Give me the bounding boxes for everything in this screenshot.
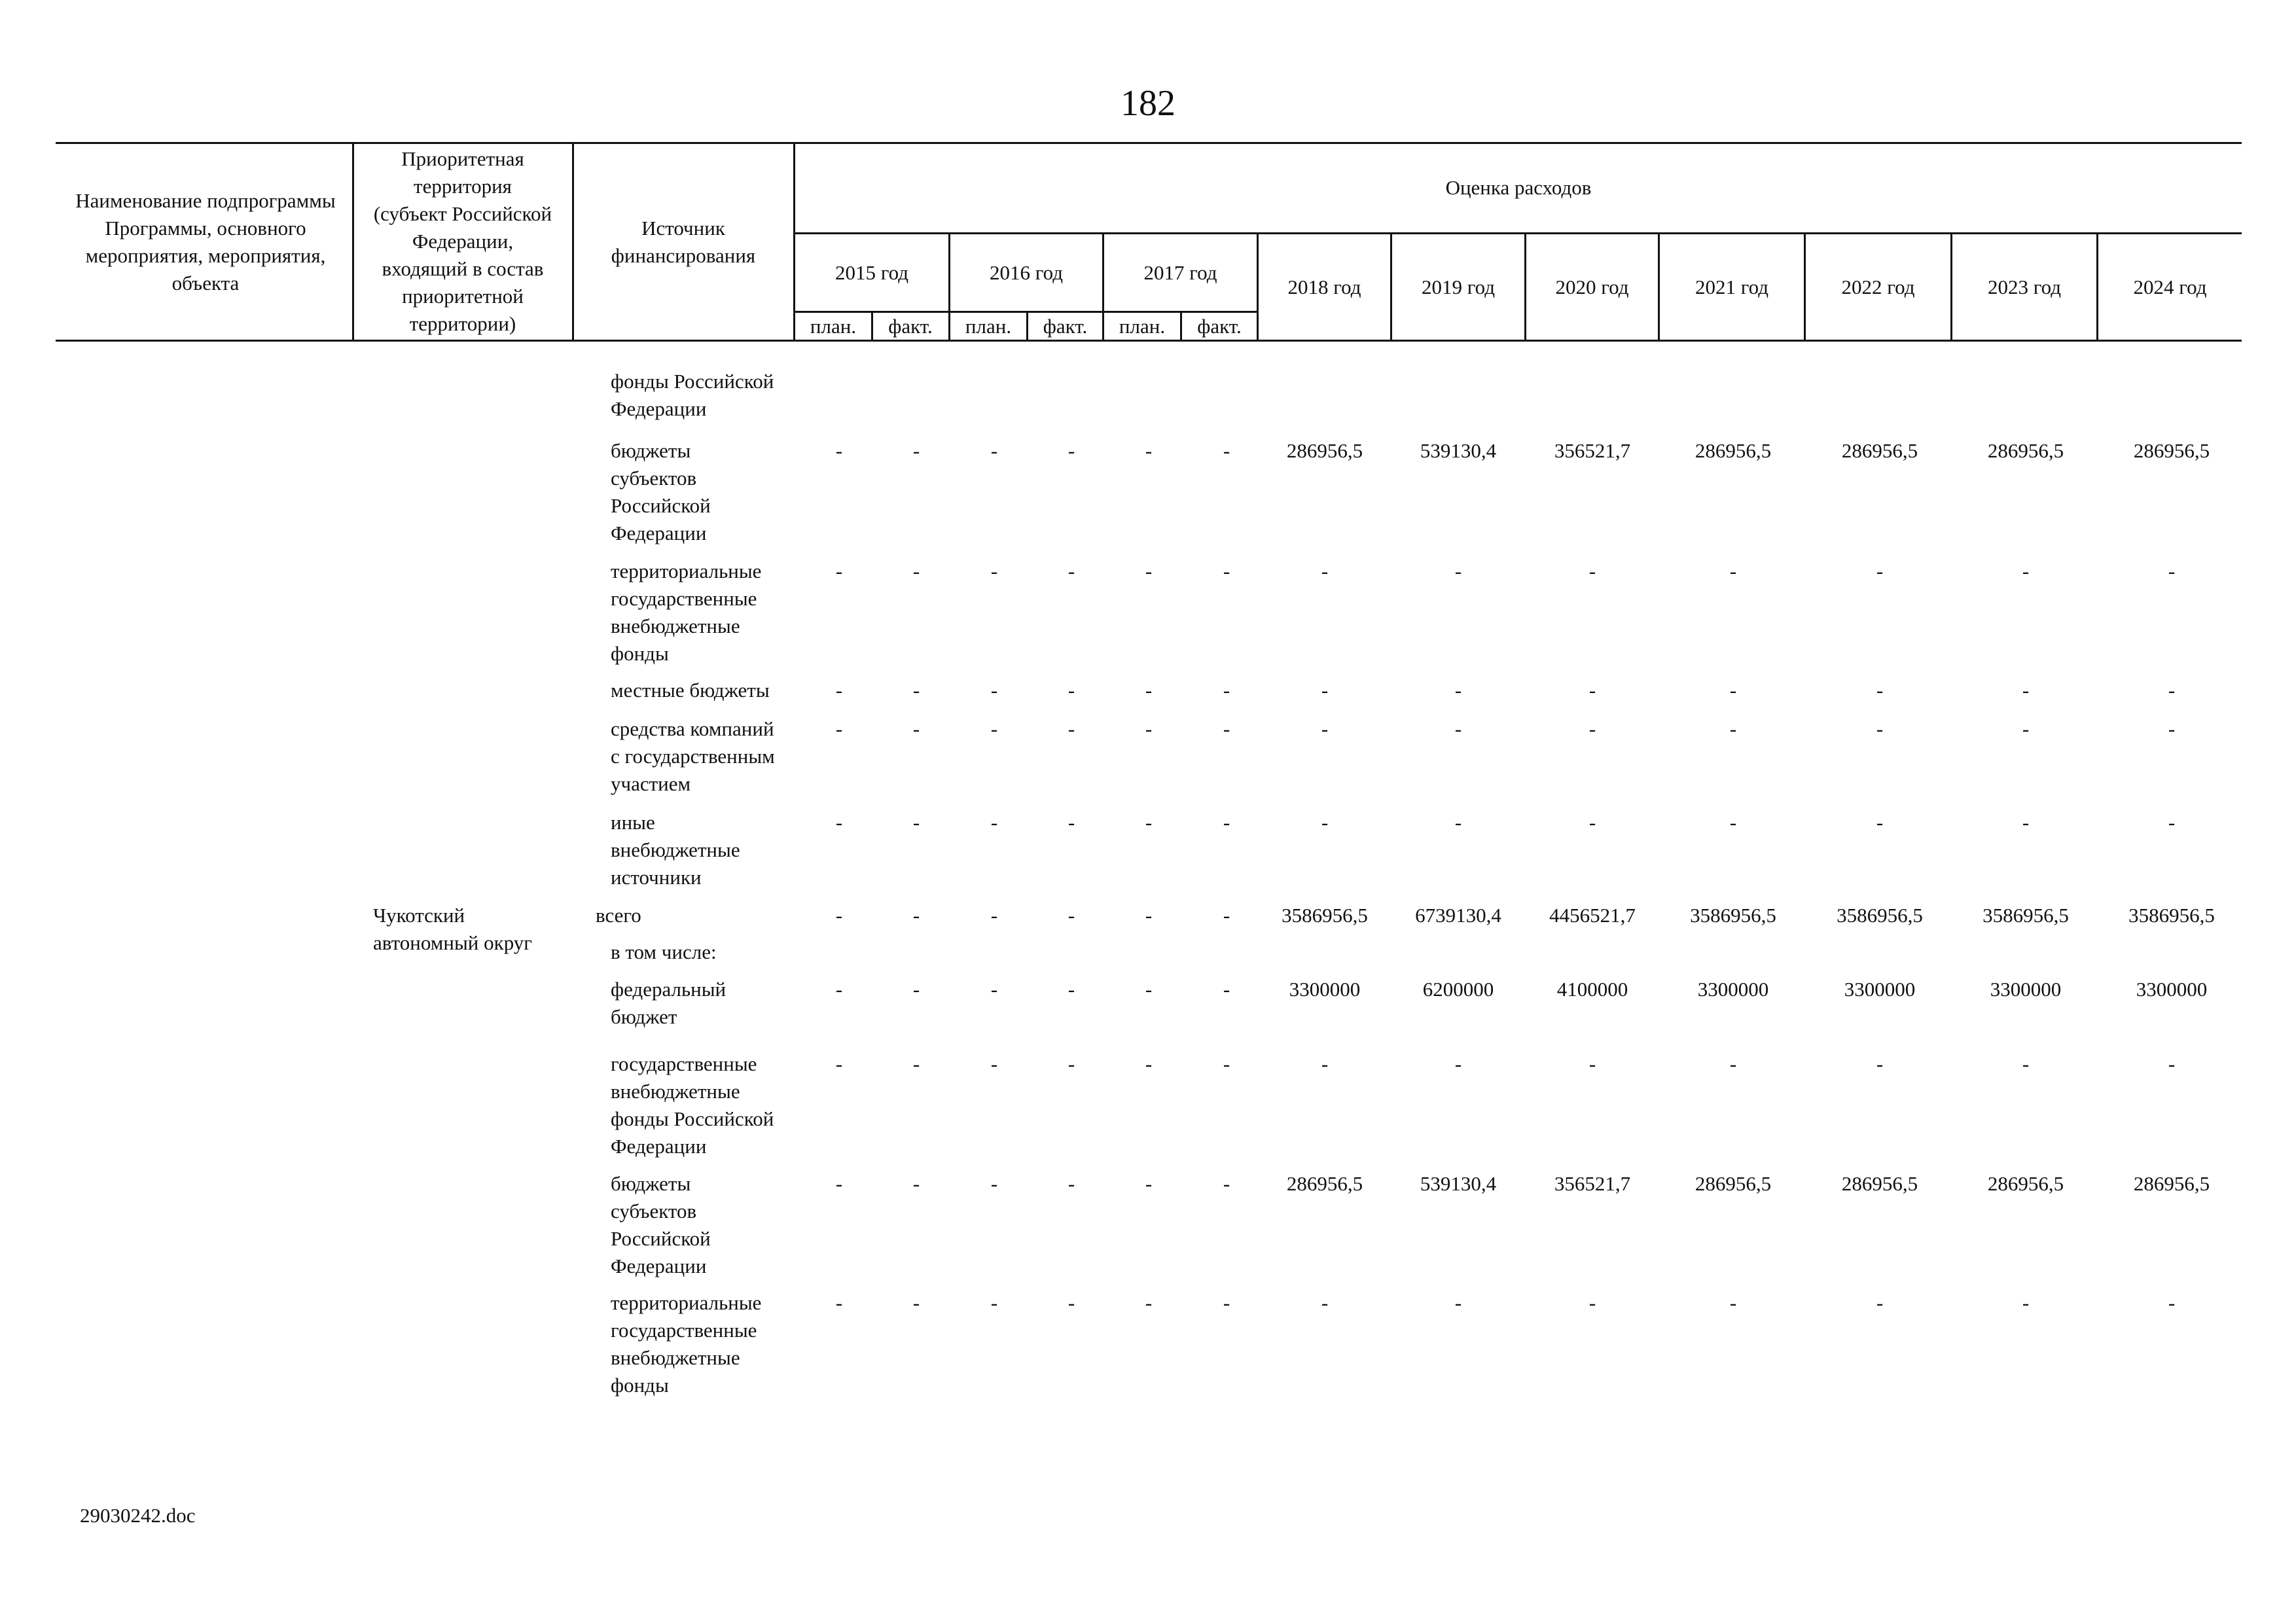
- cell-value-2020: -: [1588, 560, 1596, 582]
- header-plan-2016: план.: [965, 315, 1012, 338]
- cell-planfact-5: -: [1223, 1291, 1230, 1314]
- row-source-line: Федерации: [611, 1135, 707, 1158]
- cell-value-2024: -: [2168, 560, 2176, 582]
- row-source-line: источники: [611, 866, 702, 889]
- header-plan-2015: план.: [810, 315, 857, 338]
- cell-planfact-1: -: [912, 439, 920, 462]
- cell-value-2020: -: [1588, 1052, 1596, 1075]
- row-source-line: бюджеты: [611, 1172, 691, 1195]
- header-year-2021: 2021 год: [1695, 276, 1769, 298]
- row-source: [611, 437, 807, 547]
- row-source-line: внебюджетные: [611, 838, 740, 861]
- cell-planfact-1: -: [912, 717, 920, 740]
- row-source-line: Федерации: [611, 397, 707, 420]
- cell-planfact-0: -: [835, 1172, 843, 1195]
- cell-planfact-2: -: [990, 811, 998, 834]
- cell-planfact-2: -: [990, 560, 998, 582]
- row-source-line: местные бюджеты: [611, 679, 770, 702]
- row-source: [611, 809, 807, 891]
- cell-planfact-5: -: [1223, 679, 1230, 702]
- cell-planfact-2: -: [990, 1052, 998, 1075]
- row-source-line: бюджеты: [611, 439, 691, 462]
- cell-value-2019: 6200000: [1422, 978, 1494, 1001]
- cell-planfact-5: -: [1223, 904, 1230, 927]
- cell-value-2019: -: [1454, 560, 1462, 582]
- row-source-line: внебюджетные: [611, 615, 740, 637]
- cell-value-2021: -: [1729, 679, 1737, 702]
- cell-planfact-4: -: [1145, 717, 1153, 740]
- cell-value-2019: -: [1454, 679, 1462, 702]
- cell-value-2018: -: [1321, 1291, 1329, 1314]
- cell-value-2021: -: [1729, 1291, 1737, 1314]
- cell-value-2021: 3300000: [1697, 978, 1769, 1001]
- row-source-line: внебюджетные: [611, 1346, 740, 1369]
- header-year-2016: 2016 год: [989, 261, 1064, 284]
- cell-value-2020: 4456521,7: [1549, 904, 1636, 927]
- cell-value-2023: 286956,5: [1987, 1172, 2064, 1195]
- header-fact-2017: факт.: [1197, 315, 1242, 338]
- cell-planfact-2: -: [990, 679, 998, 702]
- row-source: [611, 558, 807, 668]
- cell-value-2024: -: [2168, 717, 2176, 740]
- cell-planfact-3: -: [1067, 1172, 1075, 1195]
- row-source: [611, 1170, 807, 1280]
- cell-value-2024: -: [2168, 1291, 2176, 1314]
- cell-value-2023: -: [2022, 717, 2030, 740]
- cell-value-2022: -: [1876, 560, 1884, 582]
- cell-value-2020: 4100000: [1556, 978, 1628, 1001]
- territory-line: Чукотский: [373, 904, 465, 927]
- cell-planfact-5: -: [1223, 439, 1230, 462]
- cell-value-2019: -: [1454, 811, 1462, 834]
- row-source-line: Федерации: [611, 1255, 707, 1277]
- cell-planfact-0: -: [835, 811, 843, 834]
- cell-value-2020: 356521,7: [1554, 439, 1631, 462]
- cell-value-2023: 3586956,5: [1982, 904, 2069, 927]
- row-source: [596, 902, 792, 929]
- cell-planfact-4: -: [1145, 560, 1153, 582]
- header-year-2023: 2023 год: [1987, 276, 2062, 298]
- cell-planfact-4: -: [1145, 1291, 1153, 1314]
- cell-value-2020: -: [1588, 1291, 1596, 1314]
- header-year-2019: 2019 год: [1421, 276, 1496, 298]
- row-source-line: всего: [596, 904, 641, 927]
- cell-value-2023: 286956,5: [1987, 439, 2064, 462]
- cell-value-2019: -: [1454, 1291, 1462, 1314]
- header-col-source: Источник финансирования: [611, 217, 756, 267]
- cell-value-2022: -: [1876, 1291, 1884, 1314]
- cell-value-2018: 286956,5: [1286, 1172, 1363, 1195]
- cell-value-2021: -: [1729, 811, 1737, 834]
- row-source-line: фонды: [611, 642, 669, 665]
- cell-value-2023: -: [2022, 811, 2030, 834]
- cell-value-2022: -: [1876, 679, 1884, 702]
- cell-value-2019: -: [1454, 717, 1462, 740]
- cell-planfact-0: -: [835, 679, 843, 702]
- row-source-line: территориальные: [611, 1291, 762, 1314]
- cell-value-2019: -: [1454, 1052, 1462, 1075]
- cell-value-2018: -: [1321, 679, 1329, 702]
- document-footer: 29030242.doc: [80, 1504, 196, 1527]
- row-source: [611, 715, 807, 798]
- cell-value-2022: 3586956,5: [1837, 904, 1923, 927]
- cell-value-2018: -: [1321, 811, 1329, 834]
- row-source-line: фонды Российской: [611, 1107, 774, 1130]
- row-source-line: Российской: [611, 494, 711, 517]
- cell-planfact-1: -: [912, 679, 920, 702]
- cell-planfact-4: -: [1145, 978, 1153, 1001]
- row-source-line: государственные: [611, 1052, 757, 1075]
- cell-value-2023: -: [2022, 679, 2030, 702]
- cell-planfact-0: -: [835, 717, 843, 740]
- cell-value-2023: 3300000: [1990, 978, 2062, 1001]
- cell-planfact-0: -: [835, 560, 843, 582]
- cell-value-2020: 356521,7: [1554, 1172, 1631, 1195]
- cell-planfact-4: -: [1145, 1052, 1153, 1075]
- cell-planfact-5: -: [1223, 1052, 1230, 1075]
- cell-planfact-0: -: [835, 1291, 843, 1314]
- row-source-line: государственные: [611, 1319, 757, 1342]
- header-year-2024: 2024 год: [2133, 276, 2207, 298]
- cell-value-2024: 3300000: [2136, 978, 2208, 1001]
- row-source: [611, 677, 807, 704]
- row-source-line: фонды: [611, 1374, 669, 1397]
- cell-value-2018: 3300000: [1289, 978, 1361, 1001]
- cell-value-2021: 286956,5: [1695, 439, 1772, 462]
- cell-planfact-0: -: [835, 904, 843, 927]
- cell-value-2021: 3586956,5: [1690, 904, 1776, 927]
- cell-value-2020: -: [1588, 811, 1596, 834]
- cell-planfact-3: -: [1067, 1052, 1075, 1075]
- cell-value-2020: -: [1588, 717, 1596, 740]
- row-source-line: Российской: [611, 1227, 711, 1250]
- header-fact-2016: факт.: [1043, 315, 1088, 338]
- cell-planfact-0: -: [835, 439, 843, 462]
- header-year-2015: 2015 год: [834, 261, 909, 284]
- row-source-line: субъектов: [611, 1200, 697, 1222]
- cell-value-2024: -: [2168, 679, 2176, 702]
- header-col-territory: Приоритетная территория (субъект Российской Федерации, входящий в состав приоритетной территории): [373, 147, 552, 335]
- cell-value-2021: 286956,5: [1695, 1172, 1772, 1195]
- cell-value-2022: -: [1876, 717, 1884, 740]
- cell-value-2024: 286956,5: [2133, 1172, 2210, 1195]
- cell-planfact-3: -: [1067, 1291, 1075, 1314]
- cell-planfact-3: -: [1067, 439, 1075, 462]
- row-source: [611, 1289, 807, 1399]
- cell-planfact-4: -: [1145, 439, 1153, 462]
- cell-value-2021: -: [1729, 560, 1737, 582]
- cell-planfact-1: -: [912, 1291, 920, 1314]
- cell-planfact-5: -: [1223, 717, 1230, 740]
- cell-planfact-0: -: [835, 978, 843, 1001]
- row-source-line: в том числе:: [611, 940, 717, 963]
- cell-value-2022: 286956,5: [1841, 439, 1918, 462]
- cell-planfact-0: -: [835, 1052, 843, 1075]
- header-year-2018: 2018 год: [1287, 276, 1361, 298]
- cell-value-2024: 3586956,5: [2128, 904, 2215, 927]
- cell-planfact-2: -: [990, 1172, 998, 1195]
- row-source: [611, 368, 807, 423]
- row-source: [611, 976, 807, 1031]
- row-source-line: федеральный: [611, 978, 726, 1001]
- cell-value-2019: 6739130,4: [1415, 904, 1501, 927]
- cell-value-2018: -: [1321, 717, 1329, 740]
- cell-value-2021: -: [1729, 717, 1737, 740]
- row-territory: [373, 902, 532, 957]
- cell-planfact-2: -: [990, 717, 998, 740]
- cell-value-2023: -: [2022, 1291, 2030, 1314]
- territory-line: автономный округ: [373, 931, 533, 954]
- cell-planfact-2: -: [990, 904, 998, 927]
- row-source-line: средства компаний: [611, 717, 774, 740]
- cell-value-2022: 286956,5: [1841, 1172, 1918, 1195]
- cell-planfact-3: -: [1067, 717, 1075, 740]
- page-number: 182: [1121, 83, 1175, 124]
- row-source-line: территориальные: [611, 560, 762, 582]
- cell-value-2022: 3300000: [1844, 978, 1916, 1001]
- cell-planfact-3: -: [1067, 679, 1075, 702]
- cell-planfact-5: -: [1223, 811, 1230, 834]
- cell-planfact-4: -: [1145, 811, 1153, 834]
- cell-value-2024: 286956,5: [2133, 439, 2210, 462]
- cell-value-2019: 539130,4: [1420, 439, 1497, 462]
- row-source-line: иные: [611, 811, 655, 834]
- row-source-line: Федерации: [611, 522, 707, 544]
- cell-planfact-1: -: [912, 1172, 920, 1195]
- row-source-line: участием: [611, 772, 691, 795]
- cell-value-2023: -: [2022, 560, 2030, 582]
- cell-value-2019: 539130,4: [1420, 1172, 1497, 1195]
- cell-planfact-4: -: [1145, 679, 1153, 702]
- header-year-2020: 2020 год: [1555, 276, 1629, 298]
- cell-planfact-3: -: [1067, 560, 1075, 582]
- cell-planfact-3: -: [1067, 904, 1075, 927]
- cell-value-2022: -: [1876, 1052, 1884, 1075]
- cell-planfact-3: -: [1067, 811, 1075, 834]
- row-source-line: государственные: [611, 587, 757, 610]
- row-source: [611, 938, 807, 966]
- cell-planfact-5: -: [1223, 1172, 1230, 1195]
- header-plan-2017: план.: [1119, 315, 1166, 338]
- header-year-2017: 2017 год: [1143, 261, 1217, 284]
- header-estimate: Оценка расходов: [1445, 176, 1592, 199]
- cell-value-2018: 286956,5: [1286, 439, 1363, 462]
- cell-planfact-1: -: [912, 1052, 920, 1075]
- row-source-line: внебюджетные: [611, 1080, 740, 1103]
- row-source-line: субъектов: [611, 467, 697, 490]
- cell-value-2021: -: [1729, 1052, 1737, 1075]
- header-year-2022: 2022 год: [1841, 276, 1915, 298]
- cell-value-2023: -: [2022, 1052, 2030, 1075]
- cell-planfact-2: -: [990, 439, 998, 462]
- row-source-line: бюджет: [611, 1005, 677, 1028]
- header-fact-2015: факт.: [888, 315, 933, 338]
- header-col-name: Наименование подпрограммы Программы, основного мероприятия, мероприятия, объекта: [75, 189, 336, 294]
- cell-planfact-5: -: [1223, 560, 1230, 582]
- cell-planfact-1: -: [912, 560, 920, 582]
- cell-planfact-5: -: [1223, 978, 1230, 1001]
- row-source-line: фонды Российской: [611, 370, 774, 393]
- cell-planfact-2: -: [990, 1291, 998, 1314]
- cell-planfact-3: -: [1067, 978, 1075, 1001]
- cell-planfact-2: -: [990, 978, 998, 1001]
- cell-planfact-4: -: [1145, 904, 1153, 927]
- row-source-line: с государственным: [611, 745, 775, 768]
- cell-planfact-4: -: [1145, 1172, 1153, 1195]
- cell-planfact-1: -: [912, 811, 920, 834]
- cell-planfact-1: -: [912, 904, 920, 927]
- cell-value-2018: 3586956,5: [1282, 904, 1368, 927]
- cell-value-2020: -: [1588, 679, 1596, 702]
- cell-value-2024: -: [2168, 811, 2176, 834]
- cell-value-2018: -: [1321, 1052, 1329, 1075]
- row-source: [611, 1050, 807, 1160]
- cell-value-2018: -: [1321, 560, 1329, 582]
- cell-value-2024: -: [2168, 1052, 2176, 1075]
- cell-planfact-1: -: [912, 978, 920, 1001]
- cell-value-2022: -: [1876, 811, 1884, 834]
